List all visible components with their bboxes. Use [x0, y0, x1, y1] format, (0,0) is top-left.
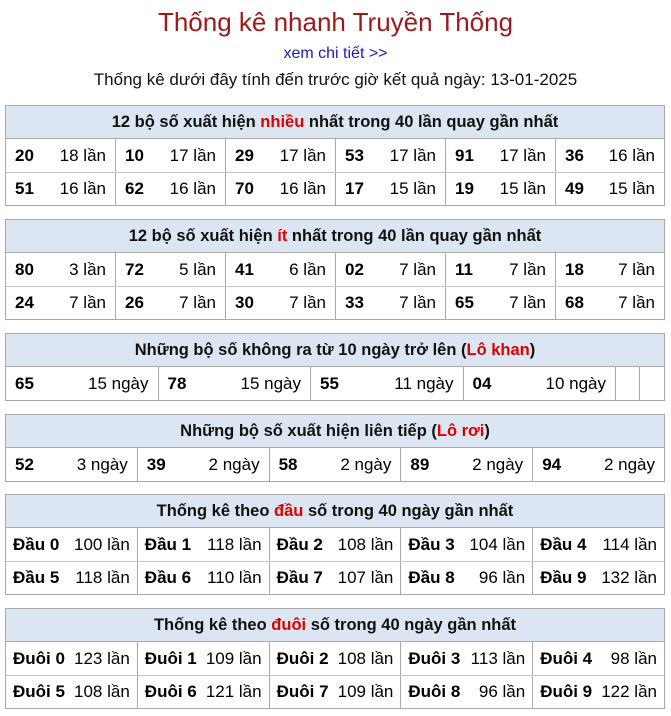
- empty-cell: [616, 367, 640, 400]
- occurrence-count: 7 lần: [179, 293, 216, 312]
- table-row: [6, 139, 664, 172]
- days-count: 2 ngày: [603, 454, 655, 474]
- lottery-number: 58: [278, 454, 298, 474]
- occurrence-count: 108 lần: [74, 682, 130, 701]
- lottery-number: 65: [15, 373, 34, 393]
- number-cell: [336, 139, 446, 172]
- occurrence-count: 107 lần: [337, 568, 394, 587]
- head-digit-label: Đầu 2: [276, 534, 323, 554]
- occurrence-count: 123 lần: [74, 648, 130, 668]
- occurrence-count: 7 lần: [509, 293, 546, 312]
- head-digit-cell: [533, 528, 664, 561]
- tail-digit-label: Đuôi 5: [13, 682, 65, 701]
- lo-khan-section: [5, 333, 665, 401]
- head-digit-cell: [401, 562, 533, 594]
- header-text: 12 bộ số xuất hiện: [111, 113, 261, 131]
- section-header: [6, 334, 664, 367]
- number-cell: [226, 173, 336, 205]
- page-title: Thống kê nhanh Truyền Thống: [157, 7, 514, 37]
- lottery-number: 29: [235, 145, 254, 165]
- tail-digit-label: Đuôi 7: [276, 682, 329, 701]
- occurrence-count: 7 lần: [618, 293, 655, 312]
- section-header: [6, 609, 664, 642]
- header-highlight: nhiều: [260, 113, 305, 131]
- head-digit-label: Đầu 7: [276, 568, 323, 587]
- detail-link[interactable]: xem chi tiết >>: [283, 45, 388, 62]
- number-cell: [556, 253, 664, 286]
- number-cell: [116, 253, 226, 286]
- lottery-number: 65: [455, 293, 474, 312]
- table-row: [6, 367, 664, 400]
- head-digit-label: Đầu 0: [13, 534, 60, 554]
- header-text: nhất trong 40 lần quay gần nhất: [287, 227, 542, 245]
- header-text: số trong 40 ngày gần nhất: [306, 616, 517, 634]
- occurrence-count: 18 lần: [59, 145, 106, 165]
- table-row: [6, 561, 664, 594]
- number-cell: [556, 173, 664, 205]
- header-text: ): [484, 422, 490, 440]
- occurrence-count: 98 lần: [610, 648, 657, 668]
- header-text: ): [529, 341, 536, 359]
- number-cell: [556, 287, 664, 319]
- tail-digit-label: Đuôi 4: [540, 648, 593, 668]
- number-cell: [6, 139, 116, 172]
- number-cell: [401, 448, 533, 481]
- lottery-number: 24: [15, 293, 34, 312]
- tail-digit-cell: [533, 676, 664, 708]
- occurrence-count: 17 lần: [499, 145, 546, 165]
- occurrence-count: 16 lần: [169, 179, 216, 198]
- number-cell: [336, 287, 446, 319]
- number-cell: [533, 448, 664, 481]
- head-digit-cell: [270, 528, 402, 561]
- occurrence-count: 7 lần: [69, 293, 106, 312]
- number-cell: [270, 448, 402, 481]
- days-count: 11 ngày: [394, 373, 454, 393]
- table-row: [6, 286, 664, 319]
- table-row: [6, 528, 664, 561]
- number-cell: [336, 173, 446, 205]
- tail-digit-label: Đuôi 6: [144, 682, 197, 701]
- lottery-number: 20: [15, 145, 34, 165]
- lottery-number: 30: [235, 293, 254, 312]
- lottery-number: 11: [455, 259, 473, 279]
- lottery-number: 91: [455, 145, 474, 165]
- occurrence-count: 113 lần: [470, 648, 526, 668]
- head-digit-cell: [401, 528, 533, 561]
- occurrence-count: 96 lần: [478, 568, 526, 587]
- header-highlight: Lô khan: [466, 341, 530, 359]
- lottery-number: 68: [565, 293, 584, 312]
- number-cell: [6, 287, 116, 319]
- days-count: 10 ngày: [545, 373, 606, 393]
- occurrence-count: 3 lần: [69, 259, 106, 279]
- lottery-number: 89: [410, 454, 430, 474]
- header-text: Những bộ số xuất hiện liên tiếp (: [180, 422, 437, 440]
- occurrence-count: 109 lần: [337, 682, 394, 701]
- occurrence-count: 17 lần: [169, 145, 216, 165]
- lottery-number: 94: [542, 454, 562, 474]
- tail-digit-label: Đuôi 8: [408, 682, 461, 701]
- number-cell: [556, 139, 664, 172]
- occurrence-count: 118 lần: [207, 534, 262, 554]
- head-digit-cell: [533, 562, 664, 594]
- occurrence-count: 114 lần: [602, 534, 657, 554]
- tail-digit-cell: [401, 676, 533, 708]
- number-cell: [226, 287, 336, 319]
- days-count: 3 ngày: [76, 454, 128, 474]
- lottery-number: 02: [345, 259, 364, 279]
- head-digit-label: Đầu 1: [144, 534, 192, 554]
- number-cell: [116, 173, 226, 205]
- occurrence-count: 7 lần: [618, 259, 655, 279]
- table-row: [6, 642, 664, 675]
- header-text: Thống kê theo: [156, 502, 275, 520]
- tail-digit-label: Đuôi 9: [540, 682, 593, 701]
- page-subtitle: Thống kê dưới đây tính đến trước giờ kết quả ngày: 13-01-2025: [93, 70, 578, 89]
- tail-digit-label: Đuôi 1: [144, 648, 197, 668]
- lottery-number: 51: [15, 179, 34, 198]
- number-cell: [446, 139, 556, 172]
- occurrence-count: 15 lần: [389, 179, 436, 198]
- table-row: [6, 172, 664, 205]
- number-cell: [226, 253, 336, 286]
- lottery-number: 55: [320, 373, 339, 393]
- header-text: số trong 40 ngày gần nhất: [303, 502, 514, 520]
- head-digit-label: Đầu 9: [540, 568, 587, 587]
- head-digit-label: Đầu 6: [144, 568, 192, 587]
- occurrence-count: 110 lần: [207, 568, 262, 587]
- occurrence-count: 108 lần: [337, 648, 394, 668]
- table-row: [6, 448, 664, 481]
- head-digit-label: Đầu 8: [408, 568, 455, 587]
- tail-digit-cell: [6, 642, 138, 675]
- header-highlight: đuôi: [271, 616, 307, 634]
- occurrence-count: 15 lần: [608, 179, 655, 198]
- number-cell: [311, 367, 464, 400]
- occurrence-count: 121 lần: [205, 682, 262, 701]
- lottery-number: 70: [235, 179, 254, 198]
- lottery-number: 80: [15, 259, 34, 279]
- least-frequent-section: [5, 219, 665, 320]
- most-frequent-section: [5, 105, 665, 206]
- lottery-number: 52: [15, 454, 34, 474]
- header-text: Những bộ số không ra từ 10 ngày trở lên (: [134, 341, 467, 359]
- occurrence-count: 100 lần: [74, 534, 130, 554]
- head-digit-label: Đầu 4: [540, 534, 587, 554]
- lottery-number: 78: [167, 373, 187, 393]
- number-cell: [159, 367, 312, 400]
- occurrence-count: 6 lần: [289, 259, 326, 279]
- tail-digit-cell: [401, 642, 533, 675]
- occurrence-count: 5 lần: [179, 259, 216, 279]
- number-cell: [6, 253, 116, 286]
- lottery-number: 26: [125, 293, 144, 312]
- tail-digit-cell: [6, 676, 138, 708]
- duoi-stats-section: [5, 608, 665, 709]
- number-cell: [446, 173, 556, 205]
- occurrence-count: 16 lần: [279, 179, 326, 198]
- occurrence-count: 108 lần: [337, 534, 394, 554]
- dau-stats-section: [5, 494, 665, 595]
- occurrence-count: 7 lần: [509, 259, 546, 279]
- tail-digit-cell: [270, 642, 402, 675]
- occurrence-count: 132 lần: [601, 568, 657, 587]
- header-text: nhất trong 40 lần quay gần nhất: [304, 113, 559, 131]
- tail-digit-cell: [270, 676, 402, 708]
- lottery-number: 19: [455, 179, 474, 198]
- header-text: Thống kê theo: [153, 616, 272, 634]
- days-count: 2 ngày: [208, 454, 260, 474]
- lottery-number: 72: [125, 259, 144, 279]
- number-cell: [6, 173, 116, 205]
- section-header: [6, 220, 664, 253]
- head-digit-label: Đầu 5: [13, 568, 60, 587]
- days-count: 15 ngày: [88, 373, 149, 393]
- head-digit-cell: [6, 562, 138, 594]
- number-cell: [116, 139, 226, 172]
- number-cell: [6, 367, 159, 400]
- lottery-number: 41: [235, 259, 254, 279]
- tail-digit-label: Đuôi 0: [13, 648, 65, 668]
- number-cell: [446, 287, 556, 319]
- head-digit-cell: [6, 528, 138, 561]
- lo-roi-section: [5, 414, 665, 482]
- occurrence-count: 16 lần: [608, 145, 655, 165]
- occurrence-count: 104 lần: [469, 534, 526, 554]
- section-header: [6, 415, 664, 448]
- lottery-number: 49: [565, 179, 584, 198]
- head-digit-cell: [138, 528, 270, 561]
- lottery-number: 17: [345, 179, 364, 198]
- lottery-number: 62: [125, 179, 144, 198]
- occurrence-count: 96 lần: [478, 682, 526, 701]
- head-digit-cell: [138, 562, 270, 594]
- occurrence-count: 122 lần: [601, 682, 657, 701]
- lottery-number: 04: [472, 373, 492, 393]
- occurrence-count: 16 lần: [59, 179, 106, 198]
- days-count: 2 ngày: [340, 454, 392, 474]
- lottery-number: 39: [146, 454, 166, 474]
- number-cell: [446, 253, 556, 286]
- header-highlight: đầu: [274, 502, 304, 520]
- occurrence-count: 118 lần: [75, 568, 130, 587]
- number-cell: [464, 367, 617, 400]
- lottery-number: 10: [125, 145, 144, 165]
- lottery-number: 33: [345, 293, 364, 312]
- header-text: 12 bộ số xuất hiện: [128, 227, 278, 245]
- table-row: [6, 675, 664, 708]
- number-cell: [6, 448, 138, 481]
- lottery-number: 18: [565, 259, 584, 279]
- lottery-number: 53: [345, 145, 364, 165]
- header-highlight: Lô rơi: [436, 422, 485, 440]
- head-digit-cell: [270, 562, 402, 594]
- head-digit-label: Đầu 3: [408, 534, 455, 554]
- occurrence-count: 109 lần: [205, 648, 262, 668]
- number-cell: [116, 287, 226, 319]
- lottery-number: 36: [565, 145, 584, 165]
- tail-digit-label: Đuôi 2: [276, 648, 329, 668]
- header-highlight: ít: [277, 227, 288, 245]
- days-count: 2 ngày: [472, 454, 524, 474]
- tail-digit-cell: [138, 642, 270, 675]
- occurrence-count: 15 lần: [499, 179, 546, 198]
- section-header: [6, 495, 664, 528]
- number-cell: [138, 448, 270, 481]
- tail-digit-cell: [533, 642, 664, 675]
- tail-digit-cell: [138, 676, 270, 708]
- number-cell: [336, 253, 446, 286]
- occurrence-count: 7 lần: [289, 293, 326, 312]
- section-header: [6, 106, 664, 139]
- days-count: 15 ngày: [240, 373, 301, 393]
- occurrence-count: 7 lần: [399, 293, 436, 312]
- occurrence-count: 17 lần: [389, 145, 436, 165]
- table-row: [6, 253, 664, 286]
- empty-cell: [640, 367, 664, 400]
- occurrence-count: 7 lần: [399, 259, 436, 279]
- occurrence-count: 17 lần: [279, 145, 326, 165]
- number-cell: [226, 139, 336, 172]
- tail-digit-label: Đuôi 3: [408, 648, 461, 668]
